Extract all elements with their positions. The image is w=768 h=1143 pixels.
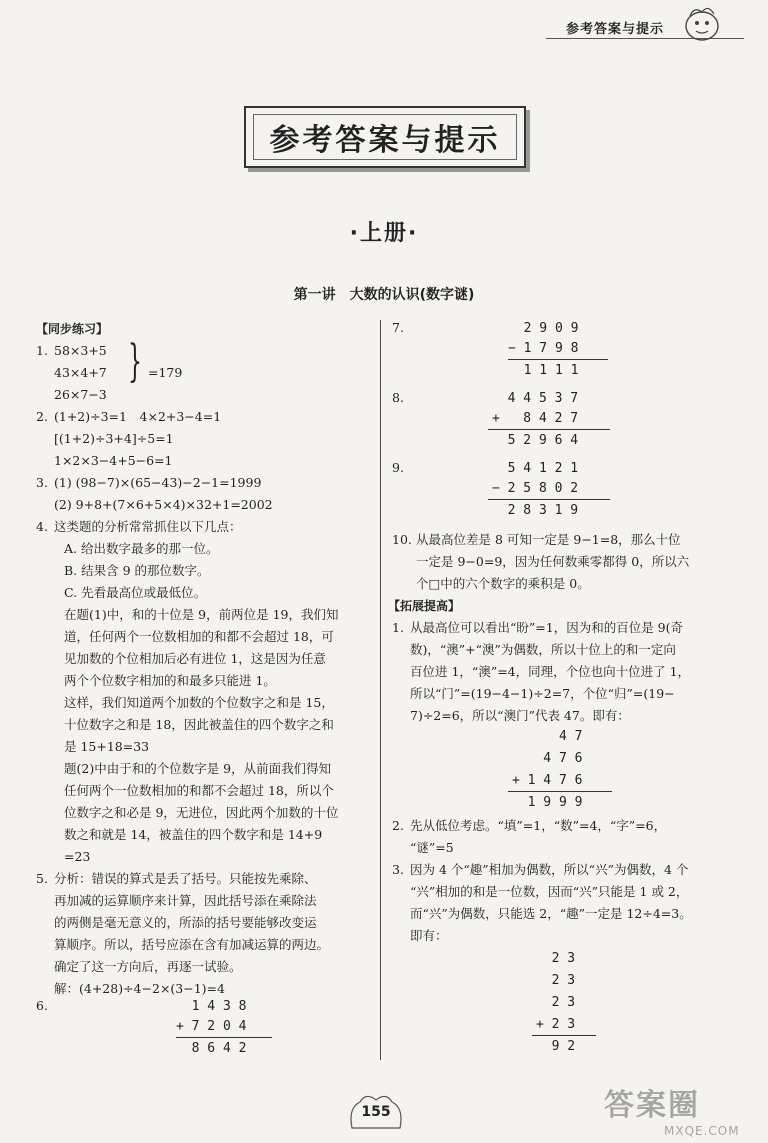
q5-line: 分析：错误的算式是丢了括号。只能按先乘除、 bbox=[54, 871, 317, 886]
q7-row-2: − 1 7 9 8 bbox=[508, 341, 579, 356]
mascot-icon bbox=[676, 4, 724, 42]
q4-p1-line: 道，任何两个一位数相加的和都不会超过 18，可 bbox=[64, 629, 334, 644]
section-extension: 【拓展提高】 bbox=[388, 599, 461, 613]
watermark-text: 答案圈 bbox=[604, 1088, 700, 1123]
e3-line: 即有： bbox=[410, 928, 448, 943]
q6-row-3: 8 6 4 2 bbox=[176, 1041, 247, 1056]
q4-p3-line: 数之和就是 14，被盖住的四个数字和是 14+9 bbox=[64, 827, 323, 842]
q2-line-2: [(1+2)÷3+4]÷5=1 bbox=[54, 431, 174, 446]
e2-number: 2. bbox=[392, 818, 404, 833]
q8-row-3: 5 2 9 6 4 bbox=[492, 433, 579, 448]
q2-line-1: (1+2)÷3=1 4×2+3−4=1 bbox=[54, 409, 222, 424]
q4-p1-line: 两个个位数字相加的和最多只能进 1。 bbox=[64, 673, 276, 688]
q1-number: 1. bbox=[36, 343, 48, 358]
q4-point-b: B. 结果含 9 的那位数字。 bbox=[64, 563, 210, 578]
q5-line: 算顺序。所以，括号应添在含有加减运算的两边。 bbox=[54, 937, 330, 952]
q1-expr-a: 58×3+5 bbox=[54, 343, 107, 358]
answers-banner bbox=[244, 106, 526, 168]
e1-number: 1. bbox=[392, 620, 404, 635]
e1-line: 7)÷2=6，所以“澳门”代表 47。即有： bbox=[410, 708, 630, 723]
e3-rule bbox=[532, 1035, 596, 1036]
q8-row-2: + 8 4 2 7 bbox=[492, 411, 579, 426]
q10-number: 10. bbox=[392, 532, 412, 547]
q3-line-1: (1) (98−7)×(65−43)−2−1=1999 bbox=[54, 475, 262, 490]
q5-line: 解：(4+28)÷4−2×(3−1)=4 bbox=[54, 981, 225, 996]
q6-row-2: + 7 2 0 4 bbox=[176, 1019, 247, 1034]
e1-line: 所以“门”=(19−4−1)÷2=7，个位“归”=(19− bbox=[410, 686, 675, 701]
q3-number: 3. bbox=[36, 475, 48, 490]
q4-p1-line: 见加数的个位相加后必有进位 1，这是因为任意 bbox=[64, 651, 326, 666]
q7-row-3: 1 1 1 1 bbox=[508, 363, 579, 378]
q4-number: 4. bbox=[36, 519, 48, 534]
q8-number: 8. bbox=[392, 390, 404, 405]
e3-line: 因为 4 个“趣”相加为偶数，所以“兴”为偶数，4 个 bbox=[410, 862, 689, 877]
e3-line: “兴”相加的和是一位数，因而“兴”只能是 1 或 2， bbox=[410, 884, 689, 899]
e2-line: “谜”=5 bbox=[410, 840, 454, 855]
e3-row-2: 2 3 bbox=[536, 973, 576, 988]
e1-line: 百位进 1，“澳”=4，同理，个位也向十位进了 1， bbox=[410, 664, 691, 679]
e1-line: 从最高位可以看出“盼”=1，因为和的百位是 9(奇 bbox=[410, 620, 684, 635]
q4-p2-line: 十位数字之和是 18，因此被盖住的四个数字之和 bbox=[64, 717, 334, 732]
e2-line: 先从低位考虑。“填”=1，“数”=4，“字”=6， bbox=[410, 818, 667, 833]
q9-number: 9. bbox=[392, 460, 404, 475]
q10-line: 个□中的六个数字的乘积是 0。 bbox=[416, 576, 590, 591]
e1-line: 数)，“澳”+“澳”为偶数，所以十位上的和一定向 bbox=[410, 642, 676, 657]
q9-row-3: 2 8 3 1 9 bbox=[492, 503, 579, 518]
q4-p3-line: =23 bbox=[64, 849, 91, 864]
volume-title: ·上册· bbox=[349, 221, 419, 246]
q2-line-3: 1×2×3−4+5−6=1 bbox=[54, 453, 173, 468]
q4-intro: 这类题的分析常常抓住以下几点： bbox=[54, 519, 242, 534]
watermark-url: MXQE.COM bbox=[664, 1124, 740, 1138]
q1-expr-b: 43×4+7 bbox=[54, 365, 107, 380]
e1-rule bbox=[508, 791, 612, 792]
q5-line: 的两侧是毫无意义的，所添的括号要能够改变运 bbox=[54, 915, 317, 930]
q10-line: 一定是 9−0=9，因为任何数乘零都得 0，所以六 bbox=[416, 554, 690, 569]
q4-p3-line: 任何两个一位数相加的和都不会超过 18，所以个 bbox=[64, 783, 334, 798]
page-number-badge bbox=[344, 1090, 408, 1134]
q1-expr-c: 26×7−3 bbox=[54, 387, 107, 402]
q5-number: 5. bbox=[36, 871, 48, 886]
q7-rule bbox=[508, 359, 608, 360]
e3-line: 而“兴”为偶数，只能选 2，“趣”一定是 12÷4=3。 bbox=[410, 906, 692, 921]
q9-rule bbox=[488, 499, 610, 500]
watermark-logo bbox=[604, 1080, 764, 1140]
q5-line: 再加减的运算顺序来计算，因此括号添在乘除法 bbox=[54, 893, 317, 908]
q4-p1-line: 在题(1)中，和的十位是 9，前两位是 19，我们知 bbox=[64, 607, 339, 622]
q6-row-1: 1 4 3 8 bbox=[176, 999, 247, 1014]
q4-p3-line: 位数字之和必是 9，无进位，因此两个加数的十位 bbox=[64, 805, 339, 820]
section-sync-practice: 【同步练习】 bbox=[36, 322, 109, 336]
e3-row-4: + 2 3 bbox=[536, 1017, 576, 1032]
lecture-title: 第一讲 大数的认识(数字谜) bbox=[293, 287, 475, 303]
q3-line-2: (2) 9+8+(7×6+5×4)×32+1=2002 bbox=[54, 497, 273, 512]
q9-row-2: − 2 5 8 0 2 bbox=[492, 481, 579, 496]
q7-row-1: 2 9 0 9 bbox=[508, 321, 579, 336]
e1-row-4: 1 9 9 9 bbox=[512, 795, 583, 810]
q6-sum-rule bbox=[176, 1037, 272, 1038]
q2-number: 2. bbox=[36, 409, 48, 424]
q9-row-1: 5 4 1 2 1 bbox=[492, 461, 579, 476]
q5-line: 确定了这一方向后，再逐一试验。 bbox=[54, 959, 242, 974]
e3-row-3: 2 3 bbox=[536, 995, 576, 1010]
banner-title: 参考答案与提示 bbox=[253, 114, 517, 160]
e3-number: 3. bbox=[392, 862, 404, 877]
q4-point-c: C. 先看最高位或最低位。 bbox=[64, 585, 207, 600]
q8-row-1: 4 4 5 3 7 bbox=[492, 391, 579, 406]
q6-number: 6. bbox=[36, 998, 48, 1013]
e1-row-2: 4 7 6 bbox=[512, 751, 583, 766]
q4-p3-line: 题(2)中由于和的个位数字是 9，从前面我们得知 bbox=[64, 761, 332, 776]
q7-number: 7. bbox=[392, 320, 404, 335]
page-number: 155 bbox=[361, 1104, 391, 1120]
q4-p2-line: 这样，我们知道两个加数的个位数字之和是 15， bbox=[64, 695, 334, 710]
q8-rule bbox=[488, 429, 610, 430]
e1-row-3: + 1 4 7 6 bbox=[512, 773, 583, 788]
e1-row-1: 4 7 bbox=[512, 729, 583, 744]
q1-result: =179 bbox=[148, 365, 183, 380]
e3-row-5: 9 2 bbox=[536, 1039, 576, 1054]
column-divider bbox=[380, 320, 381, 1060]
q10-line: 从最高位差是 8 可知一定是 9−1=8，那么十位 bbox=[416, 532, 681, 547]
q4-p2-line: 是 15+18=33 bbox=[64, 739, 150, 754]
q1-brace: } bbox=[128, 336, 142, 387]
q4-point-a: A. 给出数字最多的那一位。 bbox=[64, 541, 219, 556]
running-header-title: 参考答案与提示 bbox=[566, 22, 665, 37]
e3-row-1: 2 3 bbox=[536, 951, 576, 966]
